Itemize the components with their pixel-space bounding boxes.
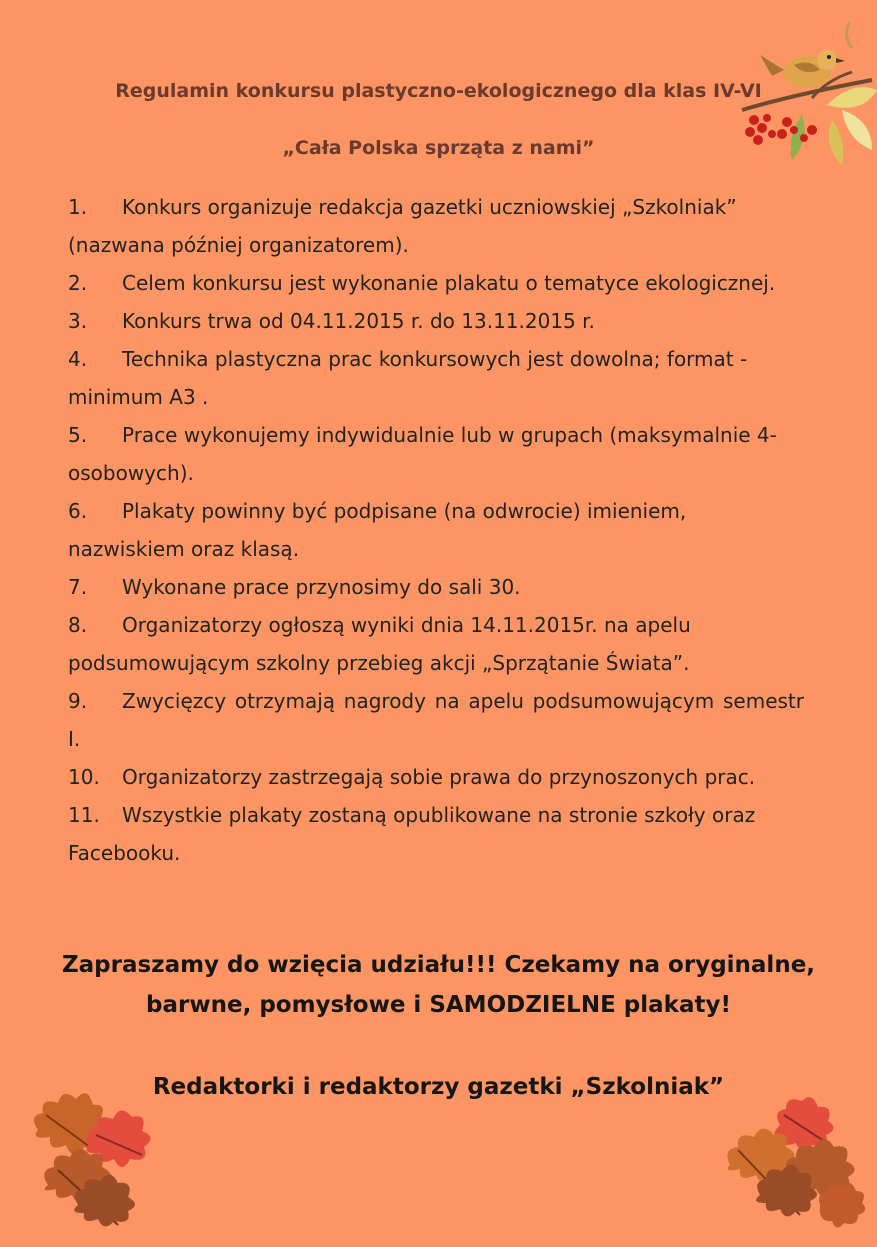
rule-item <box>68 188 804 264</box>
rule-text: Wszystkie plakaty zostaną opublikowane na stronie szkoły oraz Facebooku. <box>68 803 756 865</box>
rule-number: 11. <box>68 803 100 827</box>
rule-item <box>68 568 804 606</box>
contest-name: „Cała Polska sprząta z nami” <box>282 137 595 159</box>
rule-number: 2. <box>68 271 88 295</box>
rule-item <box>68 758 804 796</box>
rule-text: Zwycięzcy otrzymają nagrody na apelu podsumowującym semestr I. <box>68 689 804 751</box>
rule-item <box>68 796 804 872</box>
autumn-oak-leaves-icon <box>720 1095 870 1235</box>
rule-text: Organizatorzy zastrzegają sobie prawa do przynoszonych prac. <box>122 765 756 789</box>
rule-number: 10. <box>68 765 100 789</box>
rule-item <box>68 606 804 682</box>
rule-text: Plakaty powinny być podpisane (na odwrocie) imieniem, nazwiskiem oraz klasą. <box>68 499 687 561</box>
rule-item <box>68 264 804 302</box>
rules-list <box>68 188 804 872</box>
invitation <box>40 945 837 1025</box>
rule-number: 9. <box>68 689 88 713</box>
rule-item <box>68 340 804 416</box>
rule-item <box>68 682 804 758</box>
signature: Redaktorki i redaktorzy gazetki „Szkolniak” <box>152 1074 725 1100</box>
rule-item <box>68 416 804 492</box>
rule-number: 1. <box>68 195 88 219</box>
invitation-line: Zapraszamy do wzięcia udziału!!! Czekamy na oryginalne, <box>61 952 816 978</box>
rule-item <box>68 302 804 340</box>
rule-text: Technika plastyczna prac konkursowych jest dowolna; format - minimum A3 . <box>68 347 748 409</box>
bird-on-rowan-branch-icon <box>732 10 877 170</box>
page-title: Regulamin konkursu plastyczno-ekologicznego dla klas IV-VI <box>115 80 762 102</box>
autumn-oak-leaves-icon <box>18 1085 168 1235</box>
rule-text: Konkurs trwa od 04.11.2015 r. do 13.11.2015 r. <box>122 309 595 333</box>
rule-number: 4. <box>68 347 88 371</box>
rule-text: Konkurs organizuje redakcja gazetki uczniowskiej „Szkolniak” (nazwana później organizatorem). <box>68 195 737 257</box>
rule-text: Celem konkursu jest wykonanie plakatu o tematyce ekologicznej. <box>122 271 776 295</box>
rule-number: 8. <box>68 613 88 637</box>
rule-text: Wykonane prace przynosimy do sali 30. <box>122 575 521 599</box>
rule-text: Organizatorzy ogłoszą wyniki dnia 14.11.2015r. na apelu podsumowującym szkolny przebieg akcji „Sprzątanie Świata”. <box>68 613 691 675</box>
rule-number: 6. <box>68 499 88 523</box>
rule-text: Prace wykonujemy indywidualnie lub w grupach (maksymalnie 4-osobowych). <box>68 423 777 485</box>
rule-number: 7. <box>68 575 88 599</box>
rule-number: 5. <box>68 423 88 447</box>
invitation-line: barwne, pomysłowe i SAMODZIELNE plakaty! <box>146 992 731 1018</box>
rule-item <box>68 492 804 568</box>
rule-number: 3. <box>68 309 88 333</box>
